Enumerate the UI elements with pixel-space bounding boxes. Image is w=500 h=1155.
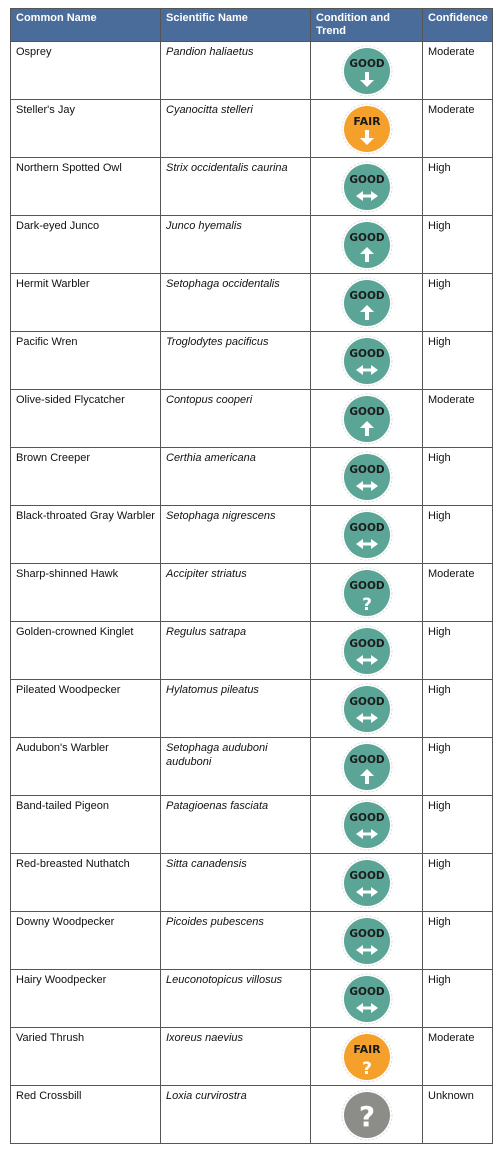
condition-trend-cell xyxy=(311,912,423,970)
confidence-cell: Moderate xyxy=(423,564,493,622)
condition-badge-icon xyxy=(341,45,393,97)
condition-badge-icon xyxy=(341,1089,393,1141)
condition-trend-cell xyxy=(311,448,423,506)
scientific-name-cell: Junco hyemalis xyxy=(161,216,311,274)
condition-badge-icon xyxy=(341,219,393,271)
scientific-name-cell: Leuconotopicus villosus xyxy=(161,970,311,1028)
condition-badge-icon xyxy=(341,103,393,155)
scientific-name-cell: Setophaga nigrescens xyxy=(161,506,311,564)
confidence-cell: High xyxy=(423,216,493,274)
common-name-cell: Steller's Jay xyxy=(11,100,161,158)
condition-badge-icon xyxy=(341,1031,393,1083)
common-name-cell: Pacific Wren xyxy=(11,332,161,390)
confidence-cell: High xyxy=(423,448,493,506)
common-name-cell: Hairy Woodpecker xyxy=(11,970,161,1028)
table-body xyxy=(11,42,493,1144)
condition-badge-icon xyxy=(341,451,393,503)
condition-label: GOOD xyxy=(348,579,385,592)
species-condition-table xyxy=(10,8,493,1144)
condition-badge-icon xyxy=(341,973,393,1025)
confidence-cell: High xyxy=(423,738,493,796)
confidence-cell: High xyxy=(423,158,493,216)
condition-badge-icon xyxy=(341,857,393,909)
condition-trend-cell xyxy=(311,564,423,622)
condition-badge-icon xyxy=(341,393,393,445)
confidence-cell: High xyxy=(423,622,493,680)
common-name-cell: Osprey xyxy=(11,42,161,100)
condition-label: GOOD xyxy=(348,405,385,418)
confidence-cell: High xyxy=(423,274,493,332)
scientific-name-cell: Certhia americana xyxy=(161,448,311,506)
table-row xyxy=(11,854,493,912)
condition-label: GOOD xyxy=(348,231,385,244)
condition-trend-cell xyxy=(311,1028,423,1086)
condition-label: GOOD xyxy=(348,927,385,940)
condition-label: GOOD xyxy=(348,637,385,650)
header-confidence: Confidence xyxy=(423,9,493,42)
common-name-cell: Northern Spotted Owl xyxy=(11,158,161,216)
svg-text:?: ? xyxy=(361,1058,372,1079)
condition-trend-cell xyxy=(311,970,423,1028)
condition-label: FAIR xyxy=(352,114,381,128)
table-row xyxy=(11,912,493,970)
condition-badge-icon xyxy=(341,567,393,619)
scientific-name-cell: Setophaga occidentalis xyxy=(161,274,311,332)
common-name-cell: Olive-sided Flycatcher xyxy=(11,390,161,448)
condition-badge-icon xyxy=(341,161,393,213)
common-name-cell: Audubon's Warbler xyxy=(11,738,161,796)
condition-label: GOOD xyxy=(348,289,385,302)
header-common-name: Common Name xyxy=(11,9,161,42)
confidence-cell: Moderate xyxy=(423,1028,493,1086)
condition-label: GOOD xyxy=(348,347,385,360)
condition-trend-cell xyxy=(311,622,423,680)
scientific-name-cell: Loxia curvirostra xyxy=(161,1086,311,1144)
condition-label: GOOD xyxy=(348,695,385,708)
confidence-cell: Moderate xyxy=(423,100,493,158)
condition-badge-icon xyxy=(341,625,393,677)
scientific-name-cell: Troglodytes pacificus xyxy=(161,332,311,390)
condition-label: GOOD xyxy=(348,869,385,882)
table-row xyxy=(11,506,493,564)
condition-trend-cell xyxy=(311,216,423,274)
table-row xyxy=(11,622,493,680)
svg-text:?: ? xyxy=(358,1099,375,1133)
confidence-cell: High xyxy=(423,680,493,738)
scientific-name-cell: Sitta canadensis xyxy=(161,854,311,912)
scientific-name-cell: Strix occidentalis caurina xyxy=(161,158,311,216)
condition-label: FAIR xyxy=(352,1042,381,1056)
table-row xyxy=(11,564,493,622)
condition-trend-cell xyxy=(311,680,423,738)
scientific-name-cell: Cyanocitta stelleri xyxy=(161,100,311,158)
condition-trend-cell xyxy=(311,100,423,158)
header-scientific-name: Scientific Name xyxy=(161,9,311,42)
condition-label: GOOD xyxy=(348,57,385,70)
table-row xyxy=(11,738,493,796)
condition-label: GOOD xyxy=(348,463,385,476)
condition-label: GOOD xyxy=(348,173,385,186)
common-name-cell: Downy Woodpecker xyxy=(11,912,161,970)
confidence-cell: High xyxy=(423,970,493,1028)
confidence-cell: High xyxy=(423,506,493,564)
condition-trend-cell xyxy=(311,332,423,390)
common-name-cell: Varied Thrush xyxy=(11,1028,161,1086)
table-row xyxy=(11,42,493,100)
common-name-cell: Sharp-shinned Hawk xyxy=(11,564,161,622)
table-row xyxy=(11,274,493,332)
scientific-name-cell: Pandion haliaetus xyxy=(161,42,311,100)
table-row xyxy=(11,970,493,1028)
scientific-name-cell: Ixoreus naevius xyxy=(161,1028,311,1086)
condition-trend-cell xyxy=(311,1086,423,1144)
table-row xyxy=(11,1028,493,1086)
question-mark-icon xyxy=(362,1059,372,1079)
scientific-name-cell: Patagioenas fasciata xyxy=(161,796,311,854)
confidence-cell: Unknown xyxy=(423,1086,493,1144)
question-mark-icon xyxy=(358,1100,374,1133)
condition-badge-icon xyxy=(341,509,393,561)
condition-label: GOOD xyxy=(348,985,385,998)
condition-badge-icon xyxy=(341,277,393,329)
condition-badge-icon xyxy=(341,915,393,967)
table-row xyxy=(11,1086,493,1144)
condition-trend-cell xyxy=(311,796,423,854)
common-name-cell: Band-tailed Pigeon xyxy=(11,796,161,854)
common-name-cell: Dark-eyed Junco xyxy=(11,216,161,274)
table-row xyxy=(11,796,493,854)
table-header-row xyxy=(11,9,493,42)
question-mark-icon xyxy=(362,595,372,615)
scientific-name-cell: Regulus satrapa xyxy=(161,622,311,680)
condition-badge-icon xyxy=(341,741,393,793)
header-condition-trend: Condition and Trend xyxy=(311,9,423,42)
table-row xyxy=(11,448,493,506)
scientific-name-cell: Contopus cooperi xyxy=(161,390,311,448)
condition-badge-icon xyxy=(341,683,393,735)
table-row xyxy=(11,680,493,738)
table-row xyxy=(11,100,493,158)
table-row xyxy=(11,390,493,448)
table-row xyxy=(11,216,493,274)
confidence-cell: High xyxy=(423,912,493,970)
common-name-cell: Black-throated Gray Warbler xyxy=(11,506,161,564)
condition-trend-cell xyxy=(311,42,423,100)
condition-trend-cell xyxy=(311,158,423,216)
confidence-cell: High xyxy=(423,854,493,912)
common-name-cell: Hermit Warbler xyxy=(11,274,161,332)
condition-trend-cell xyxy=(311,506,423,564)
scientific-name-cell: Accipiter striatus xyxy=(161,564,311,622)
condition-trend-cell xyxy=(311,854,423,912)
condition-label: GOOD xyxy=(348,521,385,534)
condition-trend-cell xyxy=(311,274,423,332)
condition-label: GOOD xyxy=(348,811,385,824)
scientific-name-cell: Setophaga auduboni auduboni xyxy=(161,738,311,796)
condition-badge-icon xyxy=(341,799,393,851)
common-name-cell: Golden-crowned Kinglet xyxy=(11,622,161,680)
svg-text:?: ? xyxy=(361,594,372,615)
condition-trend-cell xyxy=(311,390,423,448)
common-name-cell: Red-breasted Nuthatch xyxy=(11,854,161,912)
table-row xyxy=(11,158,493,216)
condition-badge-icon xyxy=(341,335,393,387)
confidence-cell: High xyxy=(423,796,493,854)
condition-trend-cell xyxy=(311,738,423,796)
confidence-cell: High xyxy=(423,332,493,390)
confidence-cell: Moderate xyxy=(423,42,493,100)
table-row xyxy=(11,332,493,390)
common-name-cell: Red Crossbill xyxy=(11,1086,161,1144)
common-name-cell: Brown Creeper xyxy=(11,448,161,506)
confidence-cell: Moderate xyxy=(423,390,493,448)
scientific-name-cell: Hylatomus pileatus xyxy=(161,680,311,738)
scientific-name-cell: Picoides pubescens xyxy=(161,912,311,970)
common-name-cell: Pileated Woodpecker xyxy=(11,680,161,738)
condition-label: GOOD xyxy=(348,753,385,766)
